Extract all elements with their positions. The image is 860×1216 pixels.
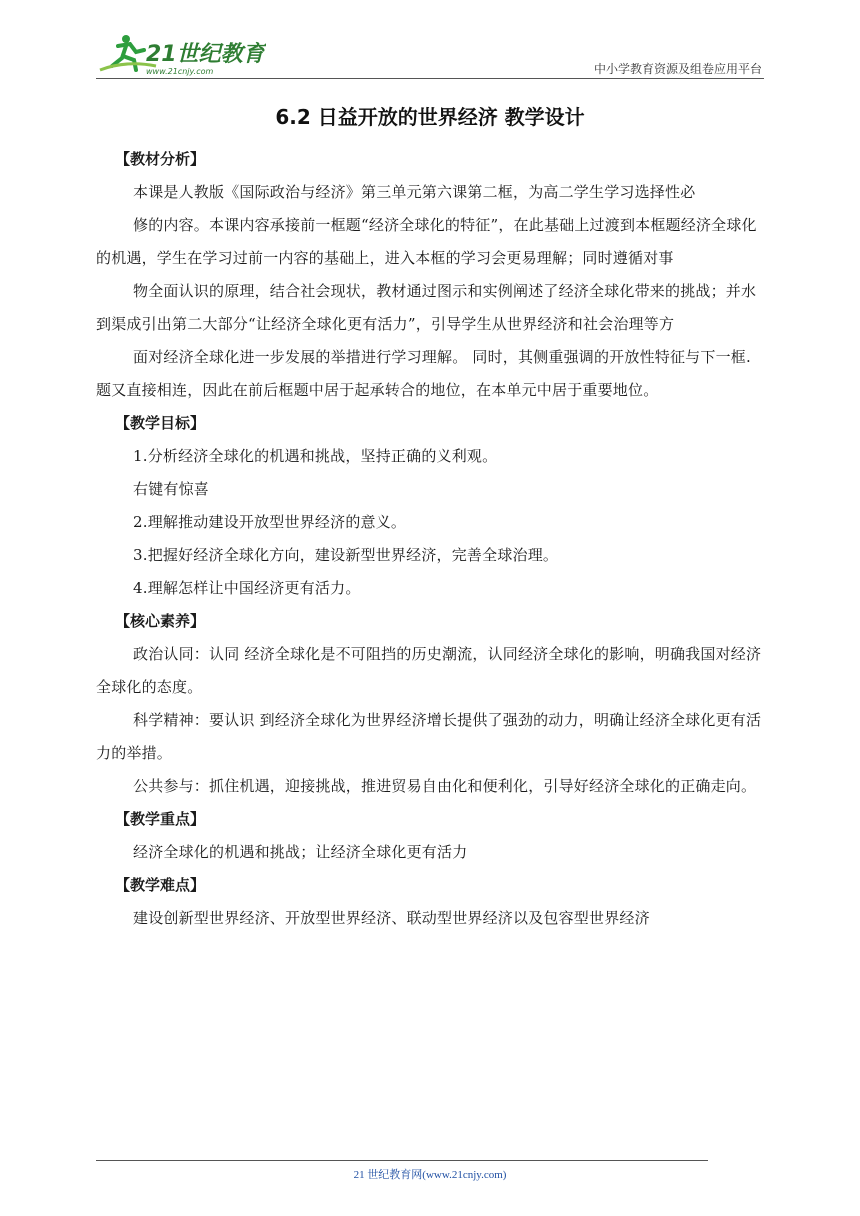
list-item: 3.把握好经济全球化方向，建设新型世界经济，完善全球治理。 xyxy=(133,546,559,564)
paragraph: 建设创新型世界经济、开放型世界经济、联动型世界经济以及包容型世界经济 xyxy=(133,909,650,927)
logo-text: 21世纪教育 xyxy=(146,42,265,67)
platform-name: 中小学教育资源及组卷应用平台 xyxy=(593,62,762,76)
paragraph: 物全面认识的原理，结合社会现状，教材通过图示和实例阐述了经济全球化带来的挑战；并水到渠成引出第二大部分“让经济全球化更有活力”，引导学生从世界经济和社会治理等方 xyxy=(96,282,757,333)
section-heading-teaching-goals: 【教学目标】 xyxy=(115,414,206,432)
footer-divider xyxy=(96,1160,708,1161)
list-item: 右键有惊喜 xyxy=(133,480,210,498)
page-header xyxy=(96,30,764,80)
list-item: 2.理解推动建设开放型世界经济的意义。 xyxy=(133,513,407,531)
paragraph: 经济全球化的机遇和挑战；让经济全球化更有活力 xyxy=(133,843,468,861)
list-item: 1.分析经济全球化的机遇和挑战，坚持正确的义利观。 xyxy=(133,447,498,465)
logo-url: www.21cnjy.com xyxy=(146,67,214,76)
site-logo xyxy=(96,30,266,78)
page-title: 6.2 日益开放的世界经济 教学设计 xyxy=(275,105,585,129)
section-heading-core-competencies: 【核心素养】 xyxy=(115,612,206,630)
list-item: 4.理解怎样让中国经济更有活力。 xyxy=(133,579,361,597)
section-heading-key-points: 【教学重点】 xyxy=(115,810,206,828)
paragraph: 本课是人教版《国际政治与经济》第三单元第六课第二框，为高二学生学习选择性必 xyxy=(133,183,696,201)
paragraph: 科学精神：要认识 到经济全球化为世界经济增长提供了强劲的动力，明确让经济全球化更有活力的举措。 xyxy=(96,711,762,762)
paragraph: 面对经济全球化进一步发展的举措进行学习理解。 同时，其侧重强调的开放性特征与下一框.题又直接相连，因此在前后框题中居于起承转合的地位，在本单元中居于重要地位。 xyxy=(96,348,751,399)
section-heading-difficulties: 【教学难点】 xyxy=(115,876,206,894)
paragraph: 政治认同：认同 经济全球化是不可阻挡的历史潮流，认同经济全球化的影响，明确我国对经济全球化的态度。 xyxy=(96,645,762,696)
paragraph: 公共参与：抓住机遇，迎接挑战，推进贸易自由化和便利化，引导好经济全球化的正确走向。 xyxy=(133,777,757,795)
paragraph: 修的内容。本课内容承接前一框题“经济全球化的特征”，在此基础上过渡到本框题经济全球化的机遇，学生在学习过前一内容的基础上，进入本框的学习会更易理解；同时遵循对事 xyxy=(96,216,757,267)
document-body xyxy=(96,143,764,935)
footer-link[interactable]: 21 世纪教育网(www.21cnjy.com) xyxy=(353,1169,507,1181)
section-heading-textbook-analysis: 【教材分析】 xyxy=(115,150,206,168)
header-divider xyxy=(96,78,764,79)
